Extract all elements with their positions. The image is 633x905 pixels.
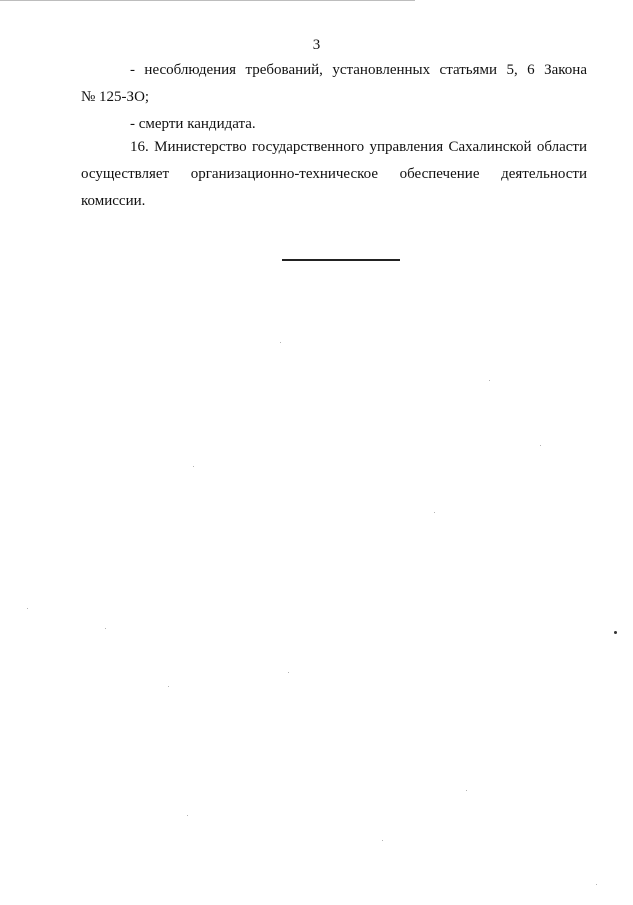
scan-speck xyxy=(614,631,617,634)
scan-speck xyxy=(596,884,597,885)
paragraph-item-3 xyxy=(81,134,587,215)
scan-speck xyxy=(288,672,289,673)
scan-speck xyxy=(466,790,467,791)
paragraph-item-1 xyxy=(81,57,587,111)
scan-speck xyxy=(489,380,490,381)
scan-speck xyxy=(280,342,281,343)
scan-speck xyxy=(27,608,28,609)
paragraph-line: - смерти кандидата. xyxy=(130,116,256,132)
paragraph-line: осуществляет организационно-техническое обеспечение деятельности xyxy=(81,166,587,182)
scan-speck xyxy=(540,445,541,446)
scan-speck xyxy=(434,512,435,513)
scan-speck xyxy=(187,815,188,816)
paragraph-line: № 125-ЗО; xyxy=(81,89,150,105)
scan-speck xyxy=(193,466,194,467)
page-number: 3 xyxy=(312,37,321,53)
paragraph-line: комиссии. xyxy=(81,193,146,209)
paragraph-line: 16. Министерство государственного управления Сахалинской области xyxy=(130,139,587,155)
scan-speck xyxy=(105,628,106,629)
scan-speck xyxy=(168,686,169,687)
scan-edge-line xyxy=(0,0,415,1)
scan-speck xyxy=(382,840,383,841)
paragraph-line: - несоблюдения требований, установленных статьями 5, 6 Закона xyxy=(130,62,587,78)
closing-rule xyxy=(282,259,400,261)
